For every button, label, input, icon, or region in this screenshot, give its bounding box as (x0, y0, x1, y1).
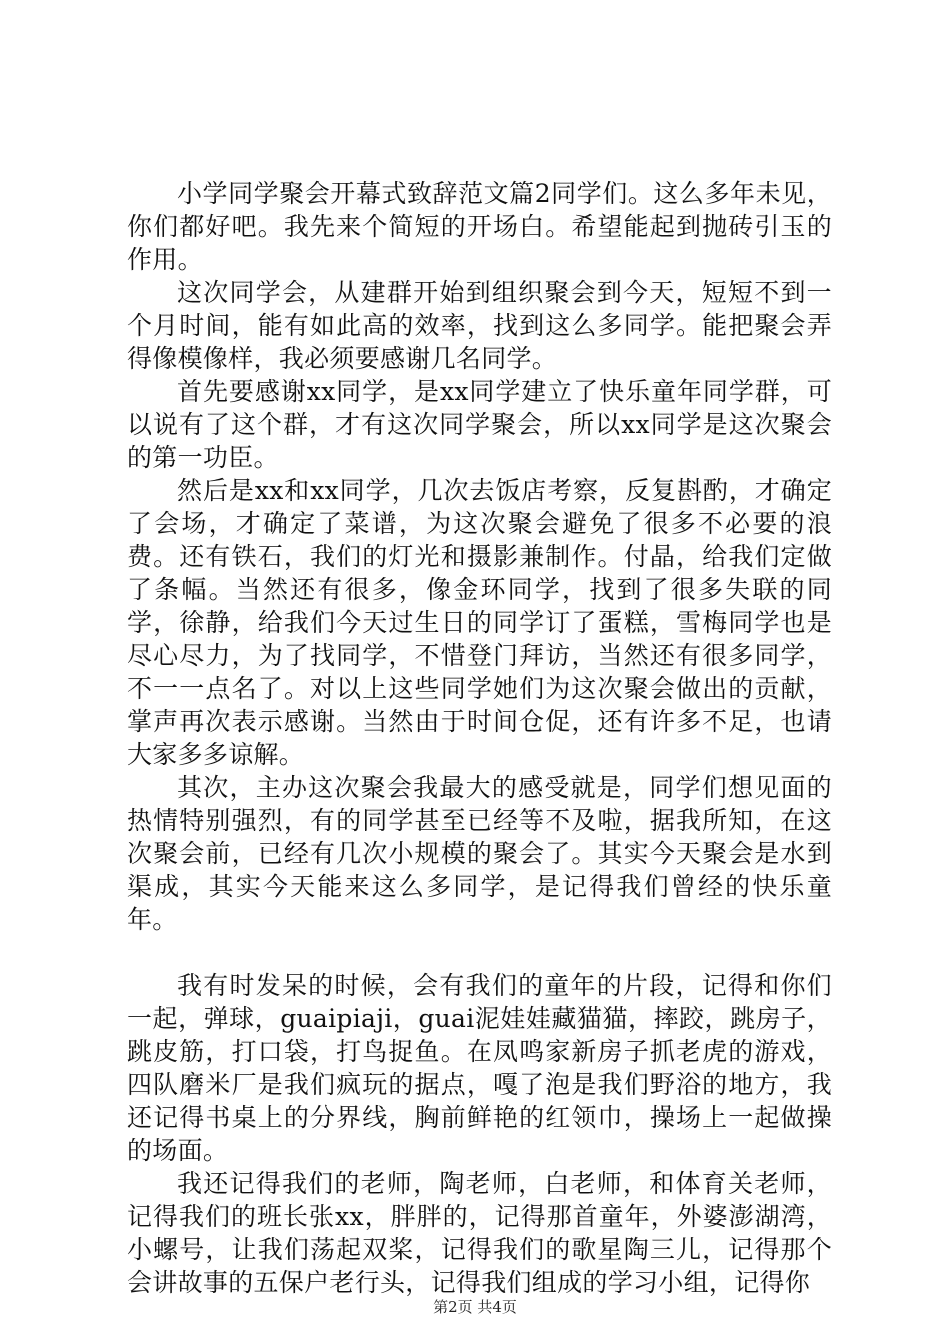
page-number-footer: 第2页 共4页 (433, 1298, 517, 1316)
paragraph-opening: 小学同学聚会开幕式致辞范文篇2同学们。这么多年未见，你们都好吧。我先来个简短的开场白。希望能起到抛砖引玉的作用。 (127, 179, 832, 274)
paragraph-spacer (127, 936, 832, 969)
paragraph-group-founding: 这次同学会，从建群开始到组织聚会到今天，短短不到一个月时间，能有如此高的效率，找到这么多同学。能把聚会弄得像模像样，我必须要感谢几名同学。 (127, 278, 832, 373)
paragraph-thanks-organizers: 然后是xx和xx同学，几次去饭店考察，反复斟酌，才确定了会场，才确定了菜谱，为这次聚会避免了很多不必要的浪费。还有铁石，我们的灯光和摄影兼制作。付晶，给我们定做了条幅。当然还有很多，像金环同学，找到了很多失联的同学，徐静，给我们今天过生日的同学订了蛋糕，雪梅同学也是尽心尽力，为了找同学，不惜登门拜访，当然还有很多同学，不一一点名了。对以上这些同学她们为这次聚会做出的贡献，掌声再次表示感谢。当然由于时间仓促，还有许多不足，也请大家多多谅解。 (127, 476, 832, 769)
document-body (127, 177, 832, 1299)
paragraph-feelings: 其次，主办这次聚会我最大的感受就是，同学们想见面的热情特别强烈，有的同学甚至已经等不及啦，据我所知，在这次聚会前，已经有几次小规模的聚会了。其实今天聚会是水到渠成，其实今天能来这么多同学，是记得我们曾经的快乐童年。 (127, 773, 832, 934)
paragraph-childhood-memories: 我有时发呆的时候，会有我们的童年的片段，记得和你们一起，弹球，guaipiaji，guai泥娃娃藏猫猫，摔跤，跳房子，跳皮筋，打口袋，打鸟捉鱼。在凤鸣家新房子抓老虎的游戏，四队磨米厂是我们疯玩的据点，嘎了泡是我们野浴的地方，我还记得书桌上的分界线，胸前鲜艳的红领巾，操场上一起做操的场面。 (127, 971, 832, 1165)
paragraph-thanks-first: 首先要感谢xx同学，是xx同学建立了快乐童年同学群，可以说有了这个群，才有这次同学聚会，所以xx同学是这次聚会的第一功臣。 (127, 377, 832, 472)
paragraph-teacher-memories: 我还记得我们的老师，陶老师，白老师，和体育关老师，记得我们的班长张xx，胖胖的，记得那首童年，外婆澎湖湾，小螺号，让我们荡起双桨，记得我们的歌星陶三儿，记得那个会讲故事的五保户老行头，记得我们组成的学习小组，记得你 (127, 1169, 832, 1297)
